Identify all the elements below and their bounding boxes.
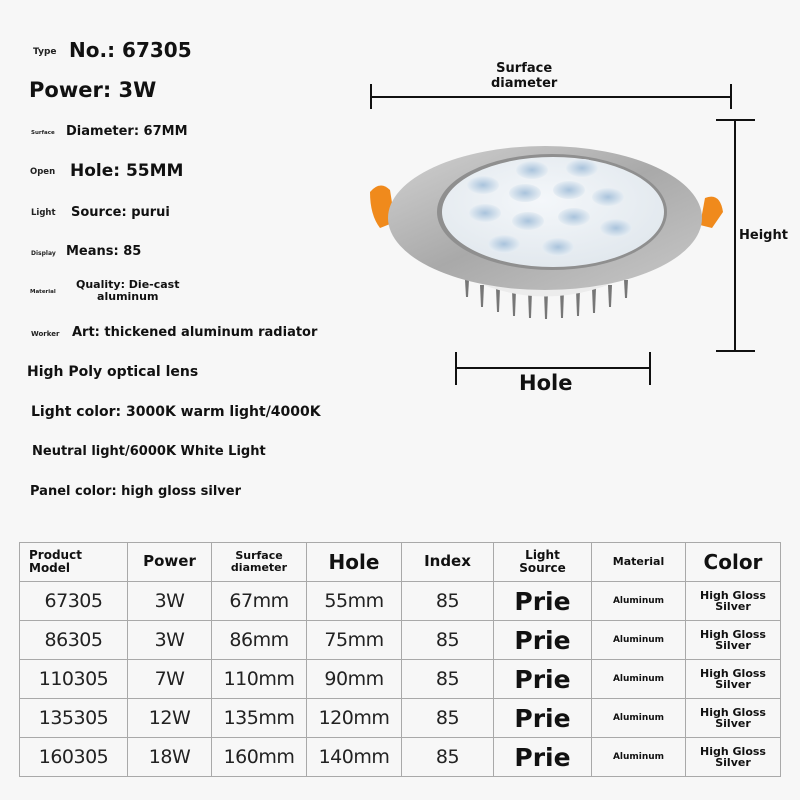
light-color-line1: Light color: 3000K warm light/4000K xyxy=(31,404,321,420)
cell-index: 85 xyxy=(402,738,494,777)
cell-color-line2: Silver xyxy=(715,678,751,691)
cell-material: Aluminum xyxy=(592,621,686,660)
cell-color xyxy=(686,699,781,738)
surface-diameter-label xyxy=(491,61,557,91)
table-header-row xyxy=(20,543,781,582)
table-row xyxy=(20,738,781,777)
header-hole: Hole xyxy=(307,543,402,582)
material-value-line2: aluminum xyxy=(97,290,159,303)
hole-dimension-tick-right xyxy=(649,352,651,385)
cell-index: 85 xyxy=(402,621,494,660)
cell-surface: 110mm xyxy=(212,660,307,699)
surface-diameter-line1: Surface xyxy=(496,61,553,76)
cell-index: 85 xyxy=(402,660,494,699)
surface-diameter-line2: diameter xyxy=(491,76,558,91)
material-value xyxy=(76,279,179,303)
light-color-line2: Neutral light/6000K White Light xyxy=(32,444,266,459)
cell-color xyxy=(686,621,781,660)
cell-power: 7W xyxy=(128,660,212,699)
type-label: Type xyxy=(33,47,57,57)
header-index: Index xyxy=(402,543,494,582)
cell-color-line1: High Gloss xyxy=(700,628,766,641)
cell-hole: 140mm xyxy=(307,738,402,777)
cell-power: 18W xyxy=(128,738,212,777)
cell-color-line1: High Gloss xyxy=(700,706,766,719)
material-value-line1: Quality: Die-cast xyxy=(76,278,180,291)
table-row xyxy=(20,699,781,738)
cell-power: 3W xyxy=(128,621,212,660)
worker-value: Art: thickened aluminum radiator xyxy=(72,325,318,340)
cell-model: 67305 xyxy=(20,582,128,621)
header-product-model xyxy=(20,543,128,582)
cell-color xyxy=(686,660,781,699)
surface-dimension-tick-left xyxy=(370,84,372,109)
cell-material: Aluminum xyxy=(592,582,686,621)
light-value: Source: purui xyxy=(71,205,170,220)
cell-color-line2: Silver xyxy=(715,600,751,613)
cell-hole: 90mm xyxy=(307,660,402,699)
table-row xyxy=(20,660,781,699)
cell-light-source: Prie xyxy=(494,582,592,621)
cell-light-source: Prie xyxy=(494,621,592,660)
header-surface-line1: Surface xyxy=(235,549,283,563)
power-value: Power: 3W xyxy=(29,78,157,102)
surface-label: Surface xyxy=(31,130,55,136)
cell-color-line1: High Gloss xyxy=(700,667,766,680)
cell-surface: 160mm xyxy=(212,738,307,777)
cell-material: Aluminum xyxy=(592,738,686,777)
panel-color-text: Panel color: high gloss silver xyxy=(30,484,242,499)
hole-dimension-tick-left xyxy=(455,352,457,385)
header-surface-line2: diameter xyxy=(230,561,288,574)
cell-color xyxy=(686,738,781,777)
table-row xyxy=(20,621,781,660)
cell-surface: 86mm xyxy=(212,621,307,660)
header-power: Power xyxy=(128,543,212,582)
cell-material: Aluminum xyxy=(592,699,686,738)
cell-light-source: Prie xyxy=(494,660,592,699)
table-row xyxy=(20,582,781,621)
cell-color xyxy=(686,582,781,621)
cell-model: 110305 xyxy=(20,660,128,699)
hole-dimension-line xyxy=(455,367,649,369)
open-value: Hole: 55MM xyxy=(70,161,184,181)
cell-color-line1: High Gloss xyxy=(700,745,766,758)
cell-hole: 75mm xyxy=(307,621,402,660)
cell-color-line2: Silver xyxy=(715,639,751,652)
spec-table xyxy=(19,542,781,777)
cell-surface: 67mm xyxy=(212,582,307,621)
hole-label: Hole xyxy=(519,371,573,395)
cell-model: 135305 xyxy=(20,699,128,738)
cell-light-source: Prie xyxy=(494,699,592,738)
right-spring-tab xyxy=(700,197,723,228)
worker-label: Worker xyxy=(31,330,60,338)
light-label: Light xyxy=(31,208,56,218)
height-dimension-line xyxy=(734,119,736,351)
cell-color-line2: Silver xyxy=(715,717,751,730)
cell-model: 160305 xyxy=(20,738,128,777)
cell-hole: 120mm xyxy=(307,699,402,738)
height-dimension-tick-bottom xyxy=(716,350,755,352)
display-value: Means: 85 xyxy=(66,244,142,259)
header-light-source xyxy=(494,543,592,582)
header-color: Color xyxy=(686,543,781,582)
cell-power: 12W xyxy=(128,699,212,738)
surface-value: Diameter: 67MM xyxy=(66,124,188,139)
cell-color-line1: High Gloss xyxy=(700,589,766,602)
cell-model: 86305 xyxy=(20,621,128,660)
cell-index: 85 xyxy=(402,582,494,621)
height-label: Height xyxy=(739,228,788,243)
height-dimension-tick-top xyxy=(716,119,755,121)
header-light-line1: Light xyxy=(525,548,560,563)
cell-hole: 55mm xyxy=(307,582,402,621)
display-label: Display xyxy=(31,250,56,257)
cell-light-source: Prie xyxy=(494,738,592,777)
header-product-model-line2: Model xyxy=(29,561,71,575)
surface-dimension-line xyxy=(370,96,731,98)
type-value: No.: 67305 xyxy=(69,38,192,62)
cell-material: Aluminum xyxy=(592,660,686,699)
header-material: Material xyxy=(592,543,686,582)
header-product-model-line1: Product xyxy=(29,548,82,563)
header-light-line2: Source xyxy=(519,561,566,575)
material-label: Material xyxy=(30,289,56,295)
lens-text: High Poly optical lens xyxy=(27,364,199,380)
header-surface-diameter xyxy=(212,543,307,582)
open-label: Open xyxy=(30,167,56,177)
surface-dimension-tick-right xyxy=(730,84,732,109)
cell-power: 3W xyxy=(128,582,212,621)
downlight-image xyxy=(360,130,730,350)
cell-surface: 135mm xyxy=(212,699,307,738)
cell-color-line2: Silver xyxy=(715,756,751,769)
cell-index: 85 xyxy=(402,699,494,738)
